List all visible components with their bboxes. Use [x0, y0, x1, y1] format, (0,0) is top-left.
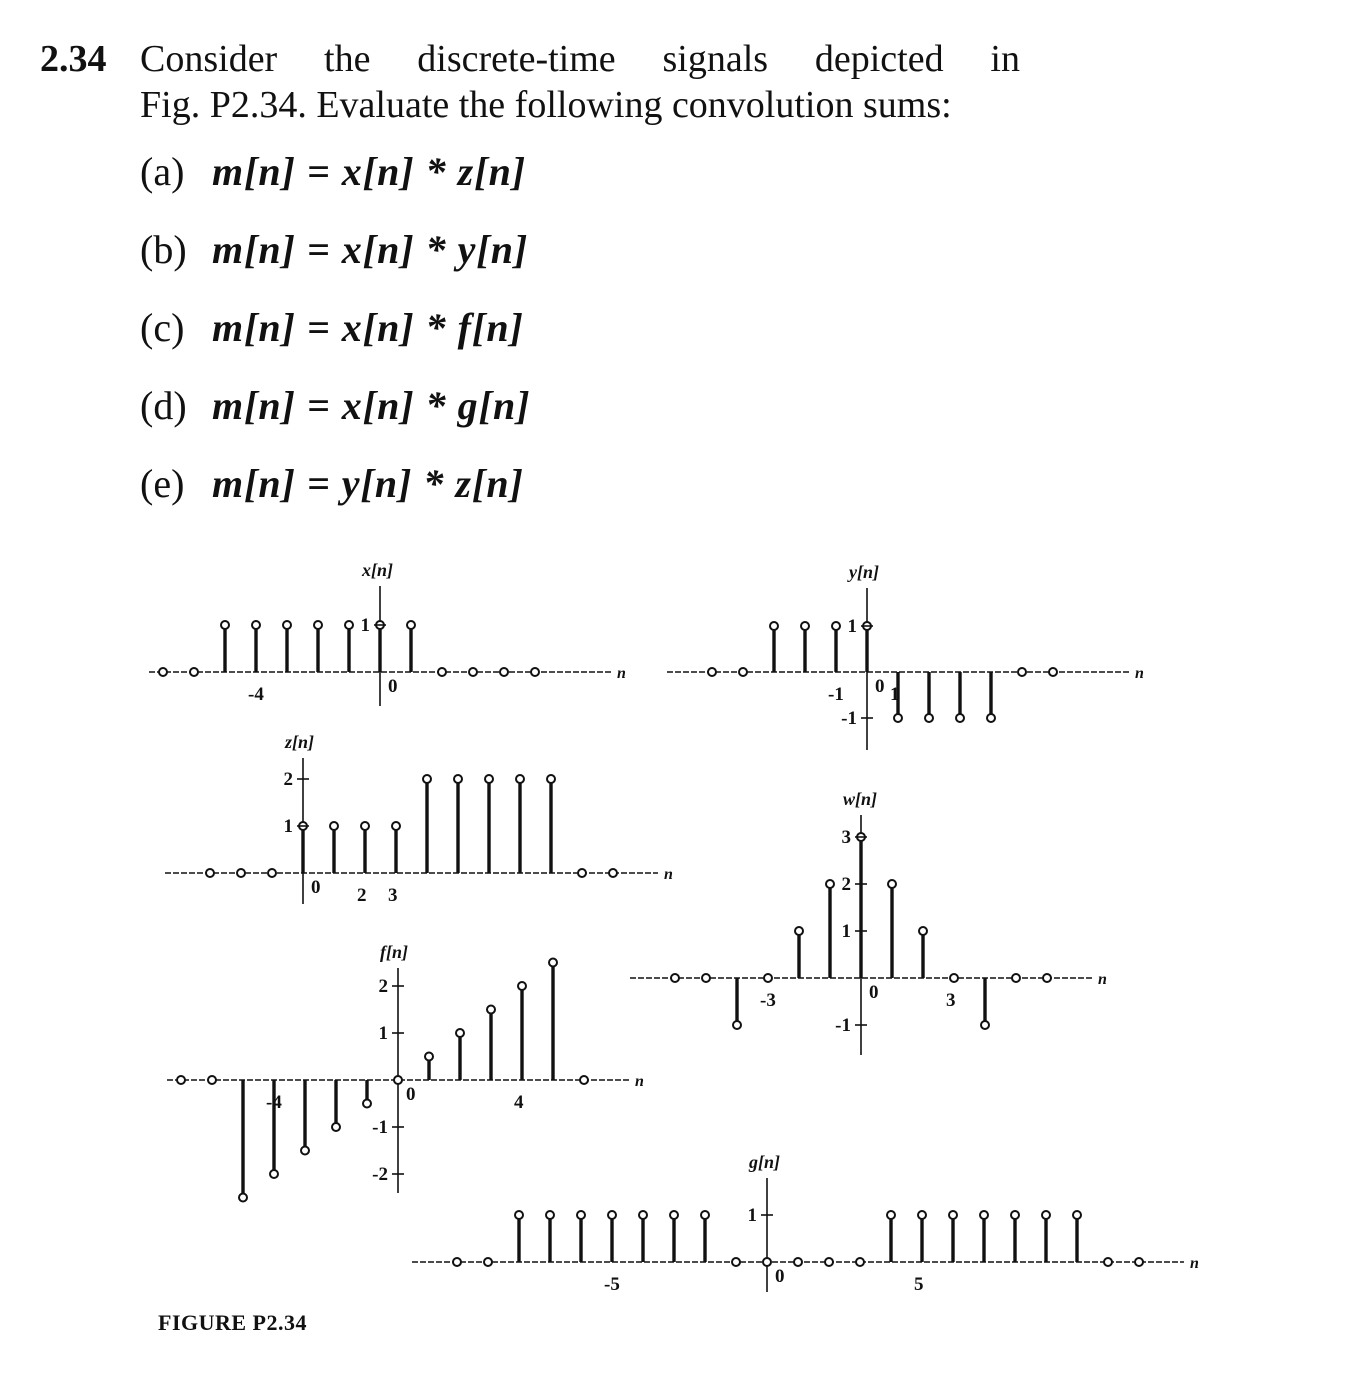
problem-number: 2.34: [40, 38, 107, 80]
x-value-label: 1: [360, 615, 370, 636]
z-sample-marker: [609, 869, 617, 877]
z-sample-marker: [454, 775, 462, 783]
y-sample-marker: [956, 714, 964, 722]
part-equation: m[n] = x[n] * f[n]: [212, 305, 524, 350]
z-value-label: 2: [283, 769, 293, 790]
z-sample-marker: [330, 822, 338, 830]
g-sample-marker: [546, 1211, 554, 1219]
y-tick-label: -1: [828, 684, 844, 705]
figure-caption: FIGURE P2.34: [158, 1310, 307, 1335]
z-title: z[n]: [285, 732, 315, 752]
g-title: g[n]: [749, 1152, 780, 1172]
part-label: (b): [140, 227, 187, 272]
g-sample-marker: [1042, 1211, 1050, 1219]
f-sample-marker: [208, 1076, 216, 1084]
z-tick-label: 0: [311, 877, 321, 898]
part-label: (d): [140, 383, 187, 428]
f-sample-marker: [270, 1170, 278, 1178]
g-sample-marker: [980, 1211, 988, 1219]
y-sample-marker: [832, 622, 840, 630]
w-value-label: 3: [841, 827, 851, 848]
w-sample-marker: [1043, 974, 1051, 982]
f-sample-marker: [301, 1147, 309, 1155]
part-label: (c): [140, 305, 185, 350]
w-sample-marker: [888, 880, 896, 888]
z-sample-marker: [485, 775, 493, 783]
y-sample-marker: [925, 714, 933, 722]
x-axis-label-n: n: [617, 665, 626, 682]
x-sample-marker: [314, 621, 322, 629]
y-sample-marker: [708, 668, 716, 676]
f-tick-label: -4: [266, 1092, 282, 1113]
x-sample-marker: [345, 621, 353, 629]
y-axis-label-n: n: [1135, 665, 1144, 682]
f-sample-marker: [487, 1006, 495, 1014]
g-sample-marker: [701, 1211, 709, 1219]
z-sample-marker: [268, 869, 276, 877]
w-tick-label: -3: [760, 990, 776, 1011]
w-tick-label: 0: [869, 982, 879, 1003]
z-sample-marker: [206, 869, 214, 877]
f-sample-marker: [549, 959, 557, 967]
z-sample-marker: [423, 775, 431, 783]
x-title: x[n]: [362, 560, 393, 580]
x-tick-label: -4: [248, 684, 264, 705]
f-sample-marker: [332, 1123, 340, 1131]
w-sample-marker: [981, 1021, 989, 1029]
z-tick-label: 2: [357, 885, 367, 906]
f-value-label: -2: [372, 1164, 388, 1185]
y-value-label: -1: [841, 708, 857, 729]
f-sample-marker: [177, 1076, 185, 1084]
w-sample-marker: [1012, 974, 1020, 982]
x-sample-marker: [190, 668, 198, 676]
g-sample-marker: [639, 1211, 647, 1219]
w-sample-marker: [795, 927, 803, 935]
w-sample-marker: [919, 927, 927, 935]
g-sample-marker: [1073, 1211, 1081, 1219]
problem-text-line-1: Consider the discrete-time signals depicted in: [140, 38, 1020, 80]
g-sample-marker: [670, 1211, 678, 1219]
z-sample-marker: [237, 869, 245, 877]
f-axis-label-n: n: [635, 1073, 644, 1090]
w-axis-label-n: n: [1098, 971, 1107, 988]
g-sample-marker: [825, 1258, 833, 1266]
f-title: f[n]: [380, 942, 408, 962]
z-axis-label-n: n: [664, 866, 673, 883]
g-sample-marker: [794, 1258, 802, 1266]
part-equation: m[n] = x[n] * g[n]: [212, 383, 531, 428]
g-tick-label: 5: [914, 1274, 924, 1295]
w-title: w[n]: [843, 789, 878, 809]
f-value-label: -1: [372, 1117, 388, 1138]
x-sample-marker: [469, 668, 477, 676]
g-value-label: 1: [747, 1205, 757, 1226]
g-sample-marker: [453, 1258, 461, 1266]
y-sample-marker: [894, 714, 902, 722]
g-tick-label: -5: [604, 1274, 620, 1295]
z-sample-marker: [516, 775, 524, 783]
f-sample-marker: [518, 982, 526, 990]
part-equation: m[n] = x[n] * y[n]: [212, 227, 529, 272]
y-value-label: 1: [847, 616, 857, 637]
w-value-label: -1: [835, 1015, 851, 1036]
w-value-label: 1: [841, 921, 851, 942]
f-sample-marker: [580, 1076, 588, 1084]
y-title: y[n]: [849, 562, 879, 582]
z-value-label: 1: [283, 816, 293, 837]
x-sample-marker: [531, 668, 539, 676]
w-sample-marker: [733, 1021, 741, 1029]
w-sample-marker: [950, 974, 958, 982]
g-sample-marker: [1135, 1258, 1143, 1266]
f-sample-marker: [239, 1194, 247, 1202]
g-sample-marker: [763, 1258, 771, 1266]
g-sample-marker: [608, 1211, 616, 1219]
g-sample-marker: [856, 1258, 864, 1266]
x-sample-marker: [221, 621, 229, 629]
x-sample-marker: [283, 621, 291, 629]
g-sample-marker: [887, 1211, 895, 1219]
z-sample-marker: [361, 822, 369, 830]
y-tick-label: 1: [890, 684, 900, 705]
z-sample-marker: [578, 869, 586, 877]
y-sample-marker: [1049, 668, 1057, 676]
w-sample-marker: [764, 974, 772, 982]
f-sample-marker: [456, 1029, 464, 1037]
part-label: (e): [140, 461, 185, 506]
g-sample-marker: [515, 1211, 523, 1219]
w-tick-label: 3: [946, 990, 956, 1011]
w-sample-marker: [702, 974, 710, 982]
w-value-label: 2: [841, 874, 851, 895]
part-equation: m[n] = x[n] * z[n]: [212, 149, 527, 194]
z-tick-label: 3: [388, 885, 398, 906]
f-sample-marker: [363, 1100, 371, 1108]
x-sample-marker: [252, 621, 260, 629]
z-sample-marker: [392, 822, 400, 830]
problem-text-line-2: Fig. P2.34. Evaluate the following convolution sums:: [140, 84, 952, 126]
g-sample-marker: [577, 1211, 585, 1219]
y-tick-label: 0: [875, 676, 885, 697]
g-sample-marker: [484, 1258, 492, 1266]
w-sample-marker: [671, 974, 679, 982]
y-sample-marker: [801, 622, 809, 630]
f-value-label: 2: [378, 976, 388, 997]
x-tick-label: 0: [388, 676, 398, 697]
y-sample-marker: [1018, 668, 1026, 676]
g-sample-marker: [918, 1211, 926, 1219]
g-sample-marker: [949, 1211, 957, 1219]
g-axis-label-n: n: [1190, 1255, 1199, 1272]
f-value-label: 1: [378, 1023, 388, 1044]
part-label: (a): [140, 149, 185, 194]
y-sample-marker: [770, 622, 778, 630]
g-tick-label: 0: [775, 1266, 785, 1287]
f-tick-label: 0: [406, 1084, 416, 1105]
y-sample-marker: [739, 668, 747, 676]
y-sample-marker: [987, 714, 995, 722]
g-sample-marker: [1104, 1258, 1112, 1266]
f-sample-marker: [394, 1076, 402, 1084]
g-sample-marker: [1011, 1211, 1019, 1219]
x-sample-marker: [438, 668, 446, 676]
part-equation: m[n] = y[n] * z[n]: [212, 461, 524, 506]
g-sample-marker: [732, 1258, 740, 1266]
x-sample-marker: [407, 621, 415, 629]
x-sample-marker: [500, 668, 508, 676]
f-sample-marker: [425, 1053, 433, 1061]
w-sample-marker: [826, 880, 834, 888]
f-tick-label: 4: [514, 1092, 524, 1113]
x-sample-marker: [159, 668, 167, 676]
z-sample-marker: [547, 775, 555, 783]
